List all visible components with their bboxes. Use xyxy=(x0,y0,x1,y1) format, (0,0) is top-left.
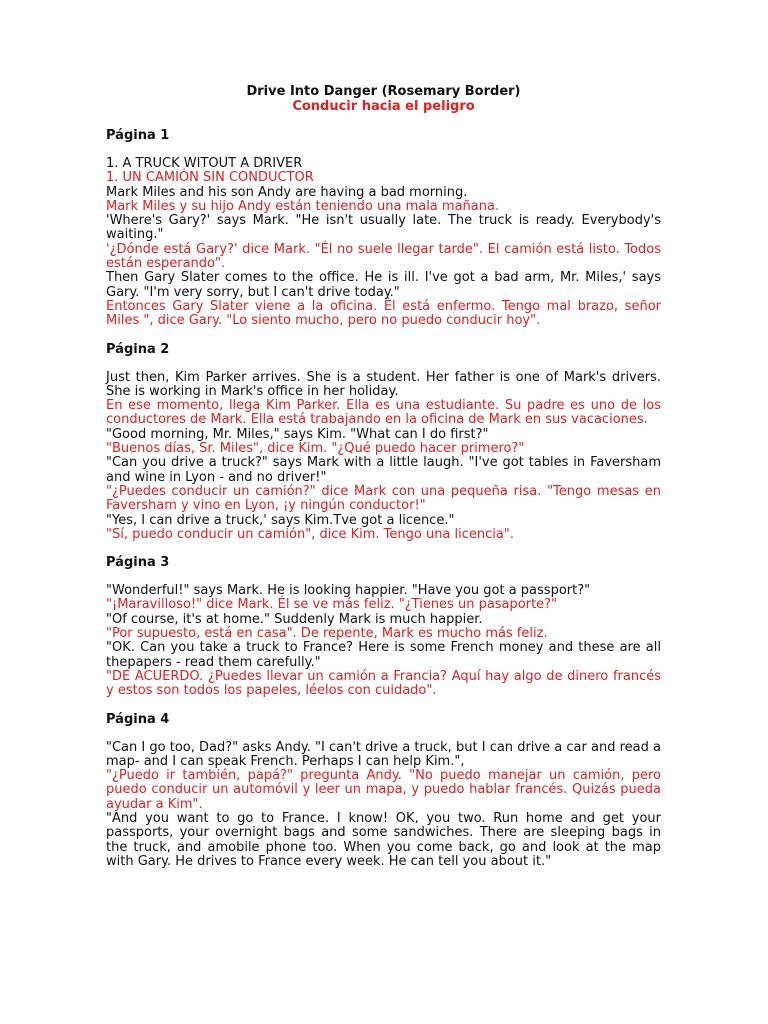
text-line-en: "Good morning, Mr. Miles," says Kim. "What can I do first?" xyxy=(106,426,489,442)
text-line-es: "Buenos días, Sr. Miles", dice Kim. "¿Qué puedo hacer primero?" xyxy=(106,441,525,457)
text-line-es: "¿Puedes conducir un camión?" dice Mark con una pequeña risa. "Tengo mesas en Faversham y vino en Lyon, ¡y ningún conductor!" xyxy=(106,483,661,514)
text-line-en: Mark Miles and his son Andy are having a bad morning. xyxy=(106,184,468,200)
section-heading: Página 3 xyxy=(106,555,170,571)
text-line-es: "Por supuesto, está en casa". De repente, Mark es mucho más feliz. xyxy=(106,626,548,642)
text-line-en: 1. A TRUCK WITOUT A DRIVER xyxy=(106,156,303,171)
text-line-es: Mark Miles y su hijo Andy están teniendo una mala mañana. xyxy=(106,198,500,214)
text-line-en: "Can I go too, Dad?" asks Andy. "I can't drive a truck, but I can drive a car and read a map- and I can speak French. Perhaps I can help Kim.", xyxy=(106,739,661,769)
text-line-es: Entonces Gary Slater viene a la oficina. Él está enfermo. Tengo mal brazo, señor Miles ", dice Gary. "Lo siento mucho, pero no puedo conducir hoy". xyxy=(106,298,661,329)
title-block xyxy=(106,84,661,114)
document-subtitle: Conducir hacia el peligro xyxy=(292,99,475,114)
section-heading: Página 4 xyxy=(106,711,170,727)
text-line-en: "And you want to go to France. I know! OK, you two. Run home and get your passports, your overnight bags and some sandwiches. There are sleeping bags in the truck, and amobile phone too. When you come back, go and look at the map with Gary. He drives to France every week. He can tell you about it." xyxy=(106,810,661,869)
text-line-es: 1. UN CAMIÓN SIN CONDUCTOR xyxy=(106,170,314,186)
text-line-en: "Wonderful!" says Mark. He is looking happier. "Have you got a passport?" xyxy=(106,583,591,599)
document-page xyxy=(106,84,661,882)
section-heading: Página 1 xyxy=(106,128,170,143)
text-line-es: '¿Dónde está Gary?' dice Mark. "Él no suele llegar tarde". El camión está listo. Todos están esperando". xyxy=(106,241,661,272)
text-line-en: "Can you drive a truck?" says Mark with a little laugh. "I've got tables in Faversham and wine in Lyon - and no driver!" xyxy=(106,455,661,485)
text-line-en: Then Gary Slater comes to the office. He is ill. I've got a bad arm, Mr. Miles,' says Gary. "I'm very sorry, but I can't drive today." xyxy=(106,270,661,300)
text-line-en: 'Where's Gary?' says Mark. "He isn't usually late. The truck is ready. Everybody's waiting." xyxy=(106,213,661,243)
text-line-en: "Yes, I can drive a truck,' says Kim.Tve got a licence." xyxy=(106,512,455,528)
text-line-es: "DE ACUERDO. ¿Puedes llevar un camión a Francia? Aquí hay algo de dinero francés y estos son todos los papeles, léelos con cuidado". xyxy=(106,668,661,699)
text-line-en: "OK. Can you take a truck to France? Here is some French money and these are all thepapers - read them carefully." xyxy=(106,640,661,670)
text-line-es: "¿Puedo ir también, papá?" pregunta Andy. "No puedo manejar un camión, pero puedo conducir un automóvil y leer un mapa, y puedo hablar francés. Quizás pueda ayudar a Kim". xyxy=(106,768,661,812)
text-line-es: En ese momento, llega Kim Parker. Ella es una estudiante. Su padre es uno de los conductores de Mark. Ella está trabajando en la oficina de Mark en sus vacaciones. xyxy=(106,398,661,428)
section-page-1 xyxy=(106,128,661,329)
text-line-es: "¡Maravilloso!" dice Mark. Él se ve más feliz. "¿Tienes un pasaporte?" xyxy=(106,597,558,613)
text-line-es: "Sí, puedo conducir un camión", dice Kim. Tengo una licencia". xyxy=(106,526,514,542)
section-page-3 xyxy=(106,555,661,698)
section-page-4 xyxy=(106,712,661,870)
section-heading: Página 2 xyxy=(106,341,170,357)
section-page-2 xyxy=(106,342,661,543)
document-title: Drive Into Danger (Rosemary Border) xyxy=(246,84,521,99)
text-line-en: "Of course, it's at home." Suddenly Mark is much happier. xyxy=(106,611,483,627)
text-line-en: Just then, Kim Parker arrives. She is a student. Her father is one of Mark's drivers. She is working in Mark's office in her holiday. xyxy=(106,369,661,399)
